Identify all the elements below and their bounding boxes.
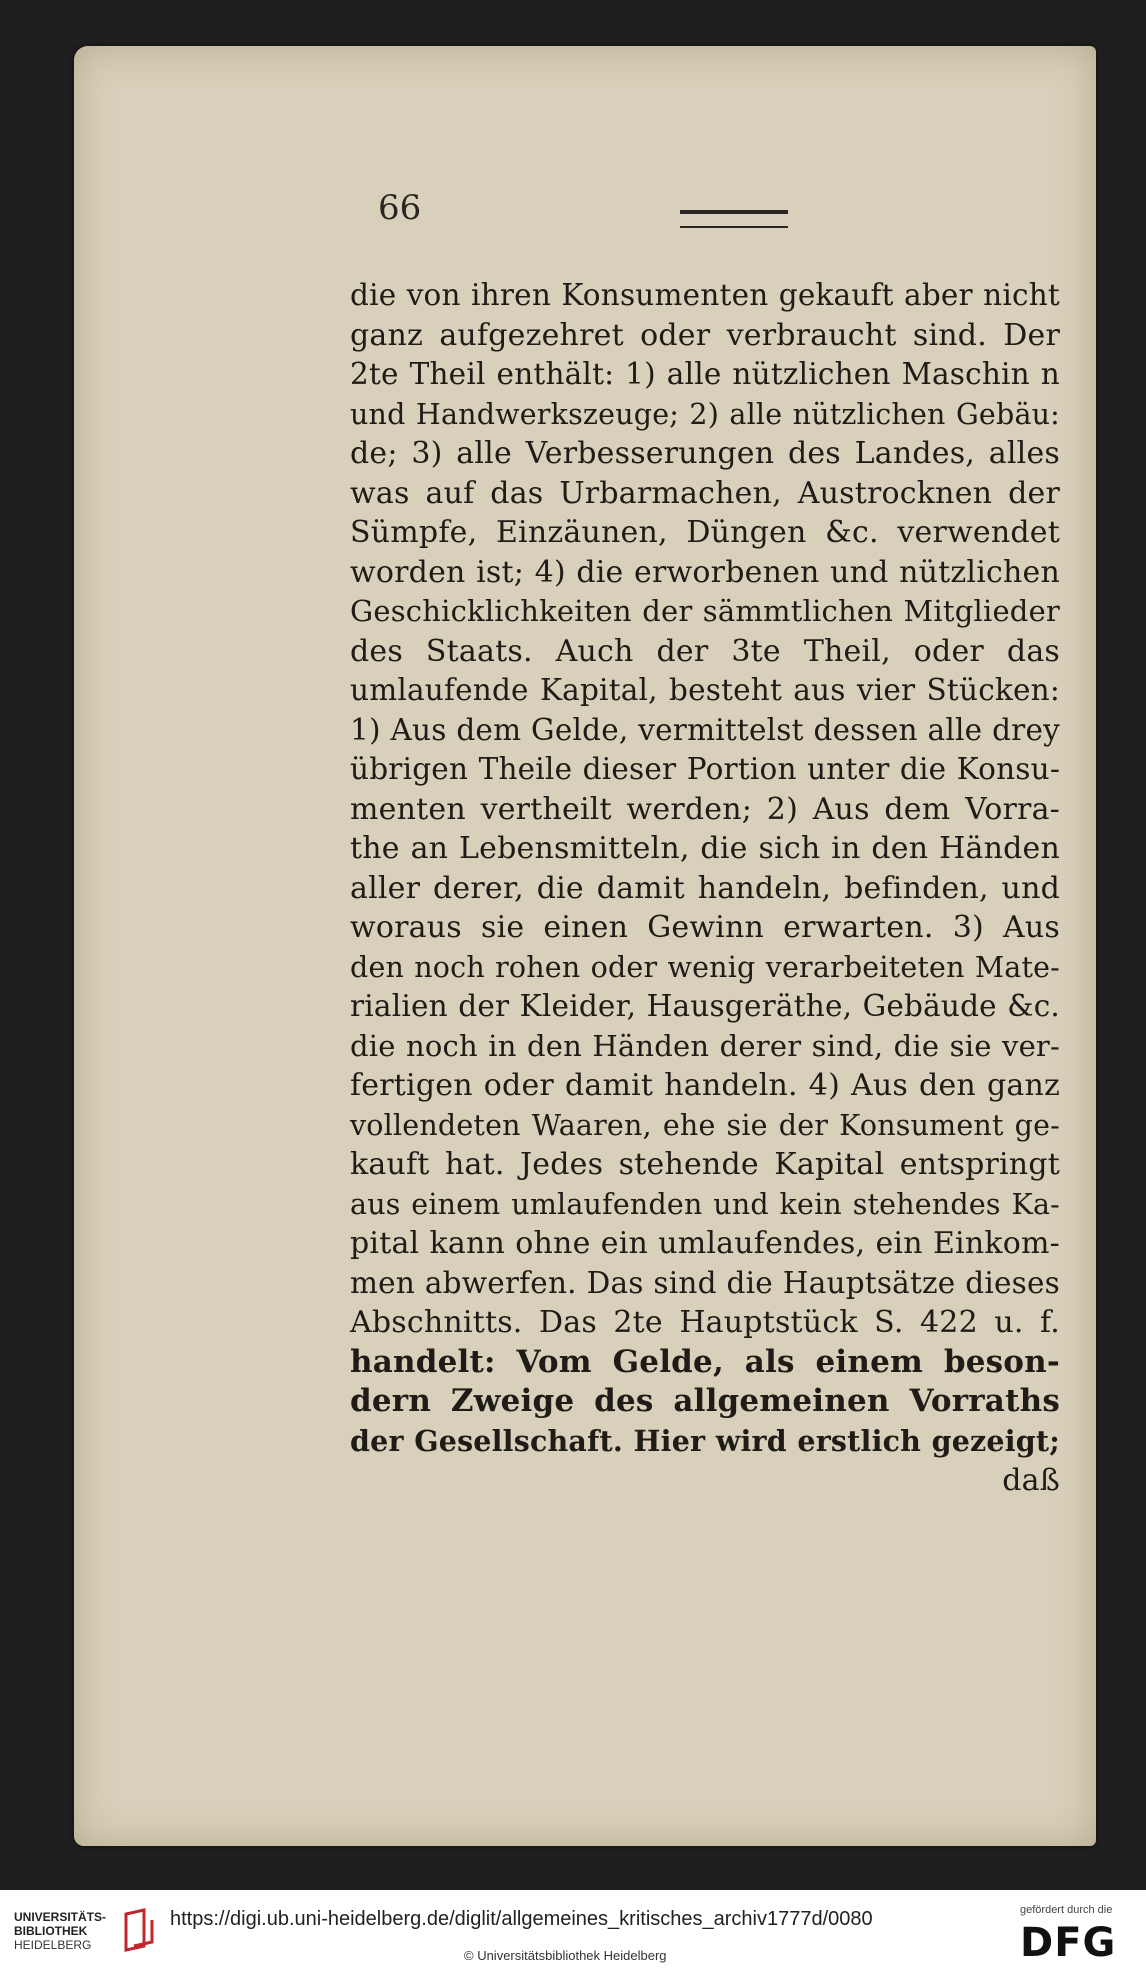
page-number: 66: [378, 188, 422, 228]
text-line: 1) Aus dem Gelde, vermittelst dessen alle drey: [350, 712, 1060, 747]
text-line-emphasis: der Gesellschaft. Hier wird erstlich gezeigt;: [350, 1423, 1060, 1458]
text-line: was auf das Urbarmachen, Austrocknen der: [350, 475, 1060, 511]
text-line: Abschnitts. Das 2te Hauptstück S. 422 u. f.: [350, 1305, 1060, 1340]
viewer-footer: [0, 1890, 1146, 1975]
catchword: daß: [1002, 1463, 1060, 1498]
text-line: die von ihren Konsumenten gekauft aber nicht: [350, 278, 1060, 312]
copyright-text: © Universitätsbibliothek Heidelberg: [464, 1948, 667, 1963]
text-line-emphasis: handelt: Vom Gelde, als einem beson-: [350, 1343, 1060, 1380]
text-line: the an Lebensmitteln, die sich in den Händen: [350, 831, 1060, 866]
text-line: fertigen oder damit handeln. 4) Aus den ganz: [350, 1068, 1060, 1103]
logo-line: UNIVERSITÄTS-: [14, 1910, 107, 1924]
logo-line: HEIDELBERG: [14, 1938, 92, 1952]
text-line: kauft hat. Jedes stehende Kapital entspringt: [350, 1147, 1060, 1182]
library-logo-text: [14, 1910, 106, 1952]
text-line: aller derer, die damit handeln, befinden, und: [350, 870, 1060, 906]
body-text: [350, 276, 1060, 1501]
text-line: Geschicklichkeiten der sämmtlichen Mitglieder: [350, 594, 1060, 628]
text-line: umlaufende Kapital, besteht aus vier Stücken:: [350, 673, 1060, 707]
text-line: 2te Theil enthält: 1) alle nützlichen Maschin n: [350, 357, 1060, 391]
text-line: de; 3) alle Verbesserungen des Landes, alles: [350, 436, 1060, 471]
text-line: menten vertheilt werden; 2) Aus dem Vorra-: [350, 791, 1060, 827]
text-line: den noch rohen oder wenig verarbeiteten Mate-: [350, 950, 1060, 984]
text-line: pital kann ohne ein umlaufendes, ein Einkom-: [350, 1226, 1060, 1261]
text-line: die noch in den Händen derer sind, die sie ver-: [350, 1028, 1060, 1063]
text-line: vollendeten Waaren, ehe sie der Konsument ge-: [350, 1108, 1060, 1142]
text-line: ganz aufgezehret oder verbraucht sind. Der: [350, 317, 1060, 353]
text-line: des Staats. Auch der 3te Theil, oder das: [350, 633, 1060, 669]
text-line: und Handwerkszeuge; 2) alle nützlichen Gebäu:: [350, 397, 1060, 431]
header-ornament-rule: [680, 210, 788, 228]
dfg-logo: DFG: [1020, 1920, 1117, 1966]
text-line: Sümpfe, Einzäunen, Düngen &c. verwendet: [350, 515, 1060, 550]
text-line-emphasis: dern Zweige des allgemeinen Vorraths: [350, 1383, 1060, 1419]
text-line: aus einem umlaufenden und kein stehendes Ka-: [350, 1187, 1060, 1221]
logo-line: BIBLIOTHEK: [14, 1924, 88, 1938]
text-line: rialien der Kleider, Hausgeräthe, Gebäude &c.: [350, 989, 1060, 1023]
text-line: übrigen Theile dieser Portion unter die Konsu-: [350, 752, 1060, 786]
funder-label: gefördert durch die: [1020, 1904, 1113, 1916]
text-line: worden ist; 4) die erworbenen und nützlichen: [350, 554, 1060, 590]
document-url-link[interactable]: https://digi.ub.uni-heidelberg.de/diglit/allgemeines_kritisches_archiv1777d/0080: [170, 1908, 873, 1930]
text-line: men abwerfen. Das sind die Hauptsätze dieses: [350, 1265, 1060, 1300]
text-line: woraus sie einen Gewinn erwarten. 3) Aus: [350, 910, 1060, 945]
library-logo-icon: [122, 1906, 158, 1954]
